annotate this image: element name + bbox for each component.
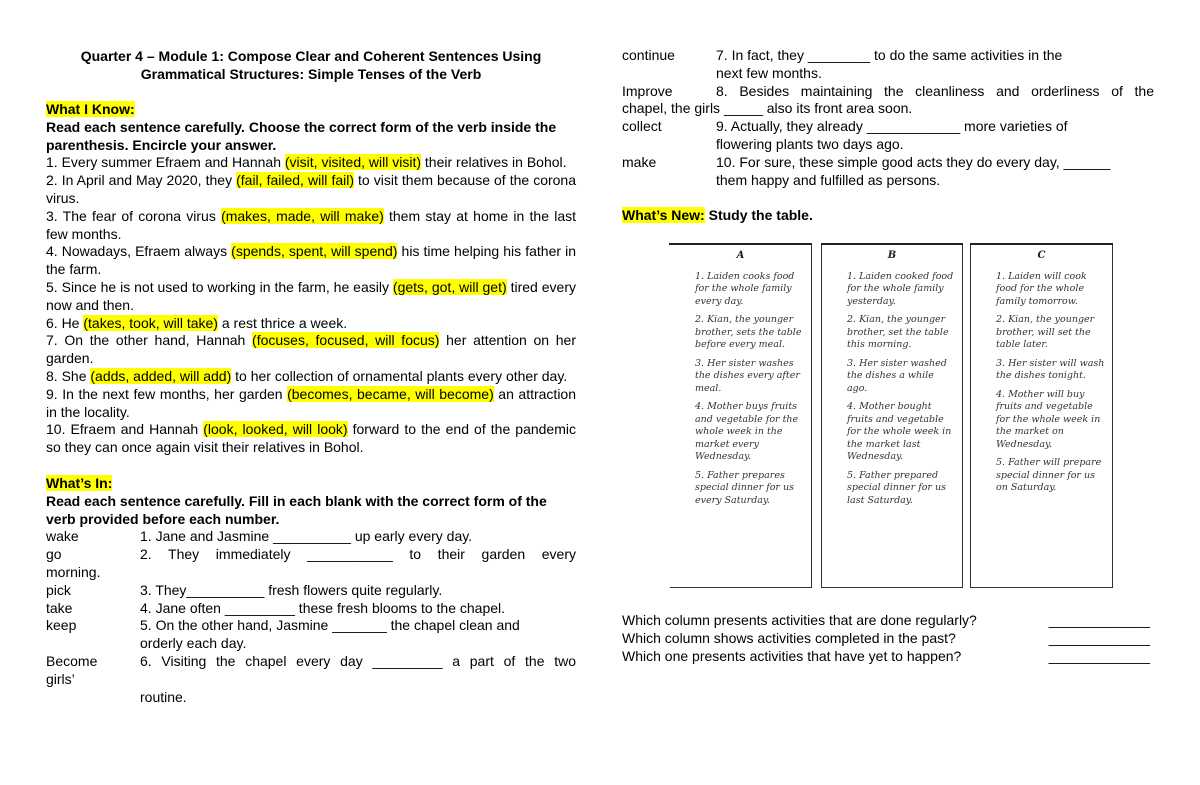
whats-in-section [46, 475, 576, 706]
item-text: forward to the end of the pandemic so they can once again visit their relatives in Bohol. [46, 421, 576, 456]
whats-in-instructions: Read each sentence carefully. Fill in each blank with the correct form of the verb provided before each number. [46, 492, 547, 527]
list-item [622, 83, 1154, 119]
verb-cue: wake [46, 528, 79, 545]
item-text-continued: chapel, the girls _____ also its front area soon. [622, 100, 913, 117]
item-text: her attention on her garden. [46, 332, 577, 367]
verb-cue: keep [46, 617, 77, 634]
what-i-know-instructions: Read each sentence carefully. Choose the correct form of the verb inside the parenthesis. Encircle your answer. [46, 118, 557, 153]
item-text: 4. Nowadays, Efraem always [46, 243, 232, 260]
table-column-b [821, 243, 963, 588]
table-entry: 5. Father prepared special dinner for us last Saturday. [847, 469, 946, 506]
whats-new-instructions: Study the table. [704, 207, 813, 224]
item-text: 5. Since he is not used to working in the farm, he easily [46, 278, 393, 295]
question-text: Which column presents activities that are done regularly? [622, 612, 977, 628]
table-entry: 4. Mother buys fruits and vegetable for the whole week in the market every Wednesday. [695, 401, 799, 463]
item-text: 2. In April and May 2020, they [46, 172, 237, 189]
item-text: 5. On the other hand, Jasmine _______ the chapel clean and [140, 617, 520, 634]
item-text-continued: morning. [46, 563, 101, 580]
table-entry: 3. Her sister washes the dishes every after meal. [695, 357, 800, 394]
item-text: 9. Actually, they already ____________ more varieties of [716, 118, 1068, 135]
table-entry: 5. Father will prepare special dinner for us on Saturday. [996, 457, 1102, 494]
table-entry: 3. Her sister will wash the dishes tonight. [996, 357, 1105, 382]
item-text: an attraction in the locality. [46, 385, 576, 420]
right-column [622, 47, 1154, 225]
verb-choices: (gets, got, will get) [392, 278, 507, 295]
verb-choices: (becomes, became, will become) [287, 385, 494, 402]
item-text: 1. Every summer Efraem and Hannah [46, 154, 285, 171]
whats-new-section [622, 207, 1154, 225]
answer-blank: _____________ [1048, 629, 1150, 646]
question-list [622, 612, 1150, 665]
left-column [46, 47, 576, 706]
verb-choices: (takes, took, will take) [83, 314, 218, 331]
verb-cue: collect [622, 118, 662, 135]
item-text: 4. Jane often _________ these fresh blooms to the chapel. [140, 599, 506, 616]
item-text: to her collection of ornamental plants every other day. [231, 367, 568, 384]
table-entry: 1. Laiden cooked food for the whole family yesterday. [847, 270, 954, 307]
item-text: 7. In fact, they ________ to do the same activities in the [716, 47, 1063, 63]
item-text: 2. They immediately ___________ to their garden every [140, 546, 576, 563]
list-item [46, 653, 576, 706]
answer-blank: _____________ [1048, 612, 1150, 628]
list-item [46, 315, 576, 333]
table-column-c-head: C [1037, 250, 1046, 261]
title-line-1: Quarter 4 – Module 1: Compose Clear and Coherent Sentences Using [80, 48, 542, 64]
table-entry: 2. Kian, the younger brother, sets the table before every meal. [695, 314, 802, 351]
item-text: 6. He [46, 314, 84, 331]
what-i-know-list [46, 154, 576, 457]
verb-choices: (adds, added, will add) [90, 367, 232, 384]
item-text: their relatives in Bohol. [421, 154, 567, 171]
item-text: 3. The fear of corona virus [46, 207, 222, 224]
whats-new-header: What’s New: [622, 207, 705, 224]
table-entry: 2. Kian, the younger brother, set the table this morning. [847, 314, 949, 351]
question-row [622, 612, 1150, 630]
item-text: to visit them because of the corona virus. [46, 172, 577, 206]
answer-blank: _____________ [1048, 647, 1150, 664]
item-text-continued: girls’ [46, 670, 75, 687]
item-text-continued: them happy and fulfilled as persons. [716, 171, 941, 188]
list-item [46, 332, 576, 368]
list-item [46, 386, 576, 422]
table-entry: 5. Father prepares special dinner for us every Saturday. [695, 469, 794, 506]
list-item [46, 243, 576, 279]
item-text: his time helping his father in the farm. [46, 243, 576, 278]
item-text: tired every now and then. [46, 278, 576, 313]
whats-in-list-continued [622, 47, 1154, 189]
item-text: 8. Besides maintaining the cleanliness and orderliness of the [716, 82, 1154, 99]
list-item [46, 617, 576, 653]
table-column-a-head: A [736, 250, 745, 261]
list-item [46, 600, 576, 618]
question-text: Which one presents activities that have yet to happen? [622, 647, 962, 664]
table-column-b-list [822, 271, 962, 508]
table-column-a-list [670, 271, 811, 508]
table-column-b-head: B [887, 250, 897, 261]
verb-choices: (spends, spent, will spend) [231, 243, 398, 260]
table-entry: 2. Kian, the younger brother, will set the table later. [996, 314, 1095, 351]
item-text: 7. On the other hand, Hannah [46, 332, 253, 349]
list-item [622, 154, 1154, 190]
what-i-know-header: What I Know: [46, 101, 135, 117]
verb-cue: pick [46, 581, 71, 598]
table-entry: 1. Laiden will cook food for the whole family tomorrow. [996, 270, 1087, 307]
item-text: 6. Visiting the chapel every day _________ a part of the two [140, 652, 576, 669]
item-text: a rest thrice a week. [217, 314, 348, 331]
item-text-continued: next few months. [716, 64, 822, 81]
list-item [46, 421, 576, 457]
verb-cue: Become [46, 652, 98, 669]
verb-cue: go [46, 546, 62, 563]
verb-choices: (look, looked, will look) [203, 421, 348, 438]
table-entry: 4. Mother will buy fruits and vegetable for the whole week in the market on Wednesday. [996, 388, 1101, 450]
verb-choices: (fail, failed, will fail) [236, 172, 355, 189]
verb-cue: continue [622, 47, 675, 63]
list-item [622, 47, 1154, 83]
verb-cue: take [46, 599, 73, 616]
item-text-continued: flowering plants two days ago. [716, 135, 904, 152]
what-i-know-section [46, 101, 576, 457]
item-text: 1. Jane and Jasmine __________ up early every day. [140, 528, 473, 545]
table-column-a [670, 243, 812, 588]
list-item [46, 208, 576, 244]
item-text: them stay at home in the last few months. [46, 207, 576, 242]
table-column-c [970, 243, 1113, 588]
list-item [622, 118, 1154, 154]
page-title [46, 47, 576, 83]
list-item [46, 154, 576, 172]
question-row [622, 648, 1150, 666]
item-text: 8. She [46, 367, 91, 384]
tense-table [670, 243, 1114, 588]
item-text: 10. Efraem and Hannah [46, 421, 204, 438]
question-text: Which column shows activities completed in the past? [622, 629, 956, 646]
item-text-continued: routine. [140, 688, 187, 705]
list-item [46, 582, 576, 600]
verb-choices: (makes, made, will make) [221, 207, 384, 224]
table-column-c-list [971, 271, 1112, 495]
item-text: 9. In the next few months, her garden [46, 385, 288, 402]
verb-choices: (focuses, focused, will focus) [252, 332, 440, 349]
table-entry: 3. Her sister washed the dishes a while ago. [847, 357, 947, 394]
item-text: 3. They__________ fresh flowers quite regularly. [140, 581, 443, 598]
title-line-2: Grammatical Structures: Simple Tenses of the Verb [140, 66, 482, 82]
whats-in-header: What’s In: [46, 474, 113, 491]
list-item [46, 279, 576, 315]
whats-in-list [46, 528, 576, 706]
verb-cue: make [622, 153, 657, 170]
list-item [46, 368, 576, 386]
list-item [46, 528, 576, 546]
item-text-continued: orderly each day. [140, 635, 247, 652]
table-entry: 1. Laiden cooks food for the whole family every day. [695, 270, 795, 307]
item-text: 10. For sure, these simple good acts they do every day, ______ [716, 153, 1111, 170]
verb-cue: Improve [622, 82, 673, 99]
question-row [622, 630, 1150, 648]
list-item [46, 546, 576, 582]
verb-choices: (visit, visited, will visit) [284, 154, 422, 171]
list-item [46, 172, 576, 208]
table-entry: 4. Mother bought fruits and vegetable for the whole week in the market last Wednesday. [847, 401, 952, 463]
